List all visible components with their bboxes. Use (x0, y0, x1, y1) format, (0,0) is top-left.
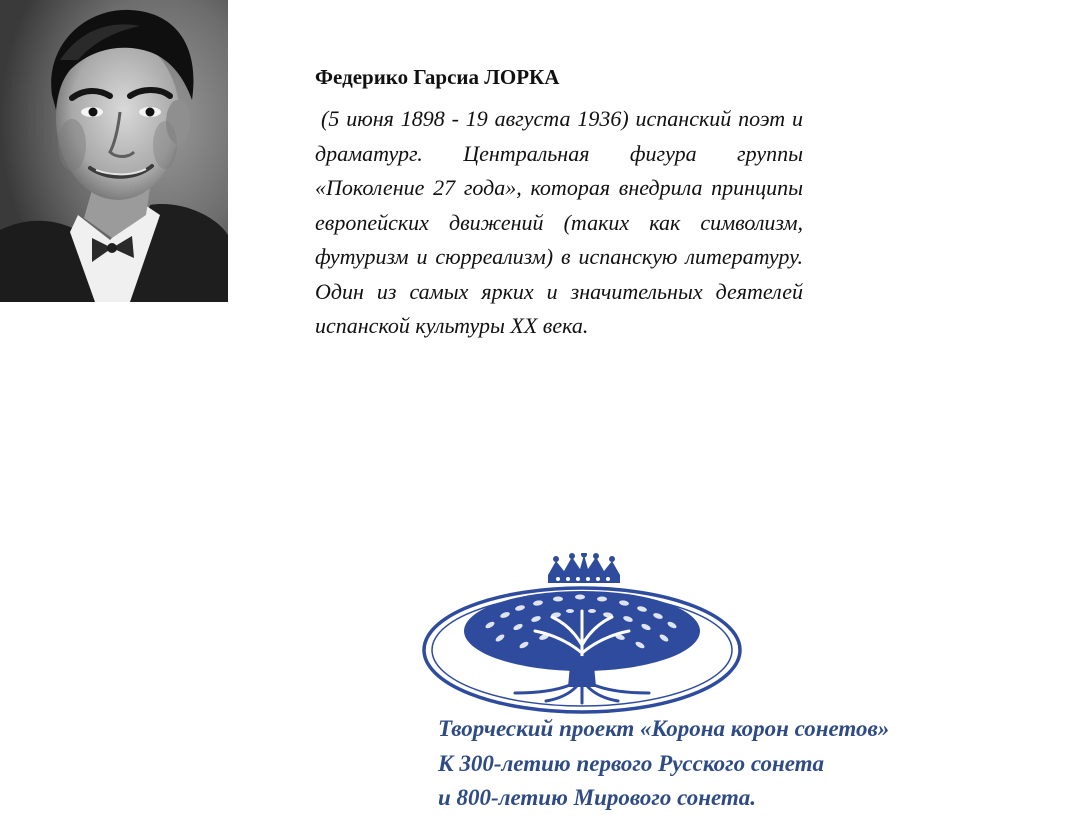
project-line-2: К 300-летию первого Русского сонета (438, 750, 825, 776)
biography (315, 62, 803, 344)
poet-name: Федерико Гарсиа ЛОРКА (315, 65, 560, 89)
crowned-tree-emblem (420, 553, 744, 715)
project-line-3: и 800-летию Мирового сонета. (438, 785, 757, 810)
portrait-photo (0, 0, 228, 302)
project-caption (438, 712, 1058, 816)
project-line-1: Творческий проект «Корона корон сонетов» (438, 716, 890, 741)
biography-text: (5 июня 1898 - 19 августа 1936) испанский поэт и драматург. Центральная фигура группы «Поколение 27 года», которая внедрила принципы европейских движений (таких как символизм, футуризм и сюрреализм) в испанскую литературу. Один из самых ярких и значительных деятелей испанской культуры XX века. (315, 106, 803, 338)
